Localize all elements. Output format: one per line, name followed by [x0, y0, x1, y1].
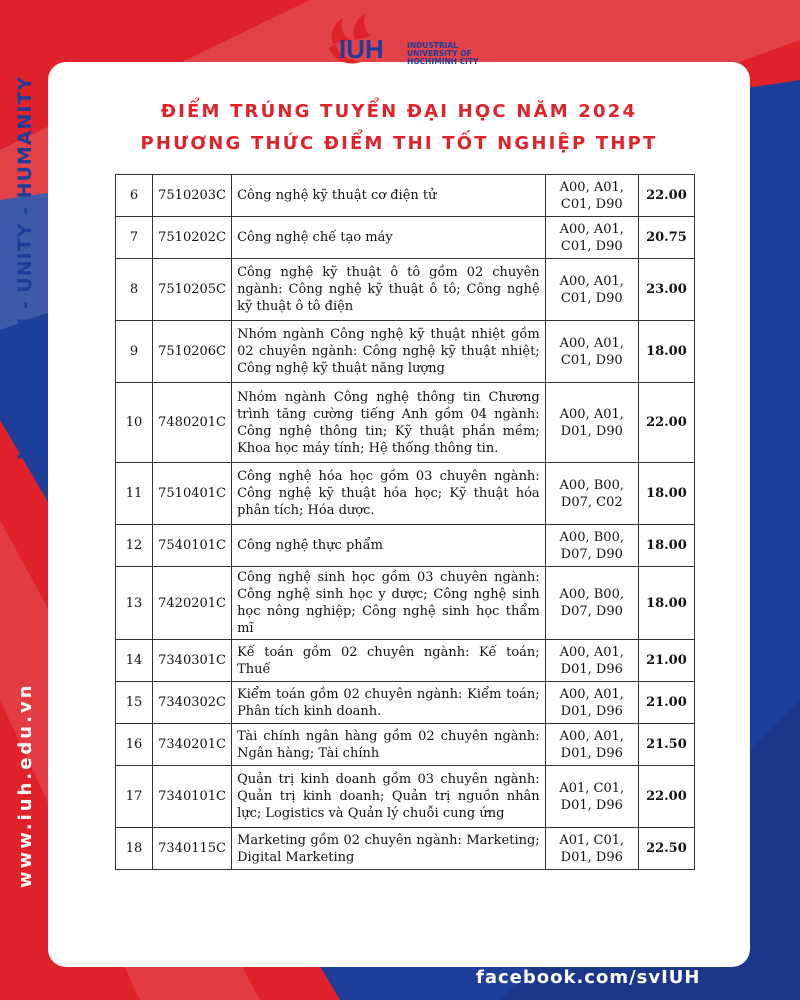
table-row: [116, 525, 695, 567]
page-title-line2: PHƯƠNG THỨC ĐIỂM THI TỐT NGHIỆP THPT: [140, 133, 658, 154]
table-row: [116, 828, 695, 870]
facebook-link[interactable]: facebook.com/svIUH: [476, 967, 701, 988]
subject-combinations: A00, A01, D01, D90: [545, 383, 638, 463]
subject-combinations: A00, A01, D01, D96: [545, 724, 638, 766]
row-number: 13: [116, 567, 153, 640]
major-name: Nhóm ngành Công nghệ thông tin Chương trình tăng cường tiếng Anh gồm 04 ngành: Công nghệ thông tin; Kỹ thuật phần mềm; Khoa học máy tính; Hệ thống thông tin.: [232, 383, 546, 463]
subject-combinations: A00, B00, D07, D90: [545, 567, 638, 640]
subject-combinations: A00, A01, D01, D96: [545, 640, 638, 682]
admission-score: 21.00: [638, 640, 694, 682]
admission-score: 21.50: [638, 724, 694, 766]
table-row: [116, 217, 695, 259]
subject-combinations: A00, A01, C01, D90: [545, 217, 638, 259]
major-name: Công nghệ hóa học gồm 03 chuyên ngành: Công nghệ kỹ thuật hóa học; Kỹ thuật hóa phân tích; Hóa dược.: [232, 463, 546, 525]
admission-score: 20.75: [638, 217, 694, 259]
admission-score: 22.00: [638, 383, 694, 463]
subject-combinations: A00, A01, D01, D96: [545, 682, 638, 724]
row-number: 12: [116, 525, 153, 567]
table-row: [116, 175, 695, 217]
table-row: [116, 724, 695, 766]
major-name: Công nghệ kỹ thuật cơ điện tử: [232, 175, 546, 217]
major-name: Tài chính ngân hàng gồm 02 chuyên ngành: Ngân hàng; Tài chính: [232, 724, 546, 766]
major-code: 7340301C: [153, 640, 232, 682]
subject-combinations: A00, A01, C01, D90: [545, 175, 638, 217]
major-name: Marketing gồm 02 chuyên ngành: Marketing; Digital Marketing: [232, 828, 546, 870]
admission-score: 22.00: [638, 175, 694, 217]
subject-combinations: A00, A01, C01, D90: [545, 321, 638, 383]
major-name: Kiểm toán gồm 02 chuyên ngành: Kiểm toán; Phân tích kinh doanh.: [232, 682, 546, 724]
row-number: 15: [116, 682, 153, 724]
admission-score: 23.00: [638, 259, 694, 321]
subject-combinations: A00, A01, C01, D90: [545, 259, 638, 321]
table-row: [116, 383, 695, 463]
admission-scores-table: [115, 174, 695, 870]
subject-combinations: A00, B00, D07, D90: [545, 525, 638, 567]
major-code: 7510206C: [153, 321, 232, 383]
table-row: [116, 463, 695, 525]
table-row: [116, 567, 695, 640]
table-body: [116, 175, 695, 870]
table-row: [116, 259, 695, 321]
major-code: 7510203C: [153, 175, 232, 217]
major-name: Kế toán gồm 02 chuyên ngành: Kế toán; Thuế: [232, 640, 546, 682]
major-name: Quản trị kinh doanh gồm 03 chuyên ngành: Quản trị kinh doanh; Quản trị nguồn nhân lực; Logistics và Quản lý chuỗi cung ứng: [232, 766, 546, 828]
side-website-link[interactable]: www.iuh.edu.vn: [15, 682, 36, 888]
row-number: 18: [116, 828, 153, 870]
row-number: 16: [116, 724, 153, 766]
admission-score: 18.00: [638, 567, 694, 640]
row-number: 14: [116, 640, 153, 682]
major-code: 7340115C: [153, 828, 232, 870]
major-code: 7480201C: [153, 383, 232, 463]
row-number: 9: [116, 321, 153, 383]
logo-line: UNIVERSITY OF: [407, 49, 472, 58]
major-name: Công nghệ kỹ thuật ô tô gồm 02 chuyên ngành: Công nghệ kỹ thuật ô tô; Công nghệ kỹ thuật ô tô điện: [232, 259, 546, 321]
logo-line: INDUSTRIAL: [407, 41, 459, 50]
table-row: [116, 766, 695, 828]
logo-line: HOCHIMINH CITY: [407, 57, 479, 66]
row-number: 8: [116, 259, 153, 321]
major-code: 7510401C: [153, 463, 232, 525]
iuh-logo: [325, 14, 515, 66]
logo-letters: IUH: [339, 34, 384, 64]
major-code: 7420201C: [153, 567, 232, 640]
major-code: 7540101C: [153, 525, 232, 567]
major-code: 7510202C: [153, 217, 232, 259]
logo-university-name: [407, 42, 517, 66]
admission-score: 18.00: [638, 463, 694, 525]
admission-score: 18.00: [638, 321, 694, 383]
admission-score: 22.00: [638, 766, 694, 828]
major-code: 7340302C: [153, 682, 232, 724]
subject-combinations: A01, C01, D01, D96: [545, 766, 638, 828]
major-name: Công nghệ chế tạo máy: [232, 217, 546, 259]
row-number: 10: [116, 383, 153, 463]
admission-score: 22.50: [638, 828, 694, 870]
major-name: Công nghệ thực phẩm: [232, 525, 546, 567]
admission-score: 18.00: [638, 525, 694, 567]
row-number: 6: [116, 175, 153, 217]
side-motto: INNOVATION - UNITY - HUMANITY: [14, 75, 36, 460]
major-code: 7340101C: [153, 766, 232, 828]
page-number: 4: [330, 966, 346, 991]
row-number: 7: [116, 217, 153, 259]
subject-combinations: A00, B00, D07, C02: [545, 463, 638, 525]
major-name: Nhóm ngành Công nghệ kỹ thuật nhiệt gồm 02 chuyên ngành: Công nghệ kỹ thuật nhiệt; Công nghệ kỹ thuật năng lượng: [232, 321, 546, 383]
table-row: [116, 682, 695, 724]
major-code: 7340201C: [153, 724, 232, 766]
major-name: Công nghệ sinh học gồm 03 chuyên ngành: Công nghệ sinh học y dược; Công nghệ sinh học nông nghiệp; Công nghệ sinh học thẩm mĩ: [232, 567, 546, 640]
page-title-line1: ĐIỂM TRÚNG TUYỂN ĐẠI HỌC NĂM 2024: [160, 101, 638, 122]
row-number: 17: [116, 766, 153, 828]
iuh-flame-icon: [325, 14, 405, 66]
major-code: 7510205C: [153, 259, 232, 321]
table-row: [116, 640, 695, 682]
table-row: [116, 321, 695, 383]
admission-score: 21.00: [638, 682, 694, 724]
row-number: 11: [116, 463, 153, 525]
subject-combinations: A01, C01, D01, D96: [545, 828, 638, 870]
